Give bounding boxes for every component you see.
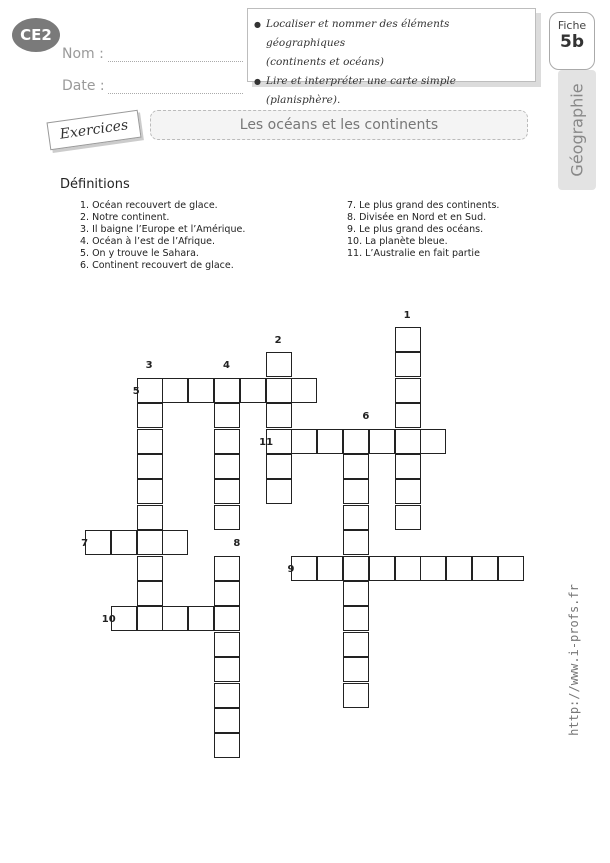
crossword-cell[interactable] bbox=[111, 530, 137, 555]
crossword-cell[interactable] bbox=[137, 556, 163, 581]
crossword-cell[interactable] bbox=[343, 530, 369, 555]
definition-item: 3. Il baigne l’Europe et l’Amérique. bbox=[80, 224, 246, 235]
fiche-label: Fiche bbox=[557, 19, 587, 32]
level-badge: CE2 bbox=[12, 18, 60, 52]
clue-number-10: 10 bbox=[101, 614, 116, 626]
crossword-cell[interactable] bbox=[137, 429, 163, 454]
crossword-cell[interactable] bbox=[343, 581, 369, 606]
date-label: Date : bbox=[62, 78, 105, 94]
page-title: Les océans et les continents bbox=[150, 110, 528, 140]
crossword-cell[interactable] bbox=[214, 708, 240, 733]
crossword-cell[interactable] bbox=[266, 403, 292, 428]
crossword-cell[interactable] bbox=[395, 505, 421, 530]
crossword-cell[interactable] bbox=[395, 352, 421, 377]
crossword-cell[interactable] bbox=[291, 556, 317, 581]
crossword-cell[interactable] bbox=[137, 581, 163, 606]
subject-label: Géographie bbox=[567, 83, 587, 177]
crossword-cell[interactable] bbox=[214, 403, 240, 428]
crossword-cell[interactable] bbox=[214, 581, 240, 606]
crossword-cell[interactable] bbox=[343, 479, 369, 504]
crossword-cell[interactable] bbox=[162, 606, 188, 631]
definition-item: 2. Notre continent. bbox=[80, 212, 170, 223]
crossword-cell[interactable] bbox=[446, 556, 472, 581]
objective-item: (continents et océans) bbox=[266, 56, 385, 68]
crossword-cell[interactable] bbox=[343, 657, 369, 682]
definition-item: 1. Océan recouvert de glace. bbox=[80, 200, 218, 211]
crossword-cell[interactable] bbox=[343, 556, 369, 581]
definition-item: 6. Continent recouvert de glace. bbox=[80, 260, 234, 271]
crossword-cell[interactable] bbox=[137, 378, 163, 403]
crossword-cell[interactable] bbox=[240, 378, 266, 403]
crossword-cell[interactable] bbox=[137, 454, 163, 479]
crossword-cell[interactable] bbox=[395, 479, 421, 504]
crossword-cell[interactable] bbox=[343, 454, 369, 479]
crossword-cell[interactable] bbox=[420, 429, 446, 454]
crossword-cell[interactable] bbox=[137, 606, 163, 631]
crossword-cell[interactable] bbox=[291, 378, 317, 403]
crossword-cell[interactable] bbox=[266, 454, 292, 479]
crossword-cell[interactable] bbox=[137, 479, 163, 504]
clue-number-7: 7 bbox=[81, 538, 89, 550]
definition-item: 8. Divisée en Nord et en Sud. bbox=[347, 212, 487, 223]
objective-item: ● Lire et interpréter une carte simple (planisphère). bbox=[266, 72, 527, 110]
crossword-cell[interactable] bbox=[214, 657, 240, 682]
crossword-cell[interactable] bbox=[291, 429, 317, 454]
definitions-heading: Définitions bbox=[60, 177, 130, 192]
crossword-cell[interactable] bbox=[214, 606, 240, 631]
crossword-cell[interactable] bbox=[395, 327, 421, 352]
crossword-cell[interactable] bbox=[395, 403, 421, 428]
crossword-cell[interactable] bbox=[214, 479, 240, 504]
crossword-cell[interactable] bbox=[343, 429, 369, 454]
crossword-cell[interactable] bbox=[85, 530, 111, 555]
crossword-cell[interactable] bbox=[343, 632, 369, 657]
clue-number-9: 9 bbox=[287, 563, 295, 575]
crossword-cell[interactable] bbox=[214, 378, 240, 403]
crossword-cell[interactable] bbox=[395, 556, 421, 581]
crossword-cell[interactable] bbox=[266, 352, 292, 377]
name-label: Nom : bbox=[62, 46, 104, 62]
crossword-cell[interactable] bbox=[395, 454, 421, 479]
crossword-cell[interactable] bbox=[395, 429, 421, 454]
crossword-cell[interactable] bbox=[498, 556, 524, 581]
crossword-cell[interactable] bbox=[137, 530, 163, 555]
crossword-cell[interactable] bbox=[214, 632, 240, 657]
crossword-cell[interactable] bbox=[188, 606, 214, 631]
clue-number-5: 5 bbox=[132, 385, 140, 397]
footer-url: http://www.i-profs.fr bbox=[567, 584, 581, 736]
crossword-cell[interactable] bbox=[369, 429, 395, 454]
crossword-cell[interactable] bbox=[343, 606, 369, 631]
definition-item: 9. Le plus grand des océans. bbox=[347, 224, 484, 235]
crossword-cell[interactable] bbox=[214, 683, 240, 708]
crossword-cell[interactable] bbox=[214, 733, 240, 758]
crossword-cell[interactable] bbox=[137, 403, 163, 428]
clue-number-11: 11 bbox=[259, 436, 274, 448]
exercises-badge: Exercices bbox=[46, 110, 141, 151]
crossword-cell[interactable] bbox=[343, 505, 369, 530]
crossword-cell[interactable] bbox=[162, 378, 188, 403]
crossword-cell[interactable] bbox=[317, 429, 343, 454]
crossword-cell[interactable] bbox=[214, 556, 240, 581]
clue-number-1: 1 bbox=[403, 309, 411, 321]
crossword-cell[interactable] bbox=[137, 505, 163, 530]
crossword-cell[interactable] bbox=[214, 454, 240, 479]
crossword-cell[interactable] bbox=[369, 556, 395, 581]
crossword-cell[interactable] bbox=[395, 378, 421, 403]
crossword-cell[interactable] bbox=[343, 683, 369, 708]
crossword-cell[interactable] bbox=[214, 505, 240, 530]
clue-number-8: 8 bbox=[233, 538, 241, 550]
clue-number-3: 3 bbox=[145, 360, 153, 372]
definition-item: 5. On y trouve le Sahara. bbox=[80, 248, 199, 259]
definition-item: 10. La planète bleue. bbox=[347, 236, 448, 247]
crossword-cell[interactable] bbox=[317, 556, 343, 581]
definition-item: 4. Océan à l’est de l’Afrique. bbox=[80, 236, 216, 247]
crossword-cell[interactable] bbox=[266, 479, 292, 504]
clue-number-4: 4 bbox=[223, 360, 230, 372]
clue-number-2: 2 bbox=[274, 335, 282, 346]
crossword-cell[interactable] bbox=[472, 556, 498, 581]
clue-number-6: 6 bbox=[362, 411, 370, 423]
definition-item: 11. L’Australie en fait partie bbox=[347, 248, 480, 259]
crossword-cell[interactable] bbox=[188, 378, 214, 403]
crossword-cell[interactable] bbox=[214, 429, 240, 454]
crossword-cell[interactable] bbox=[420, 556, 446, 581]
definition-item: 7. Le plus grand des continents. bbox=[347, 200, 500, 211]
crossword-cell[interactable] bbox=[266, 378, 292, 403]
crossword-cell[interactable] bbox=[162, 530, 188, 555]
objective-item: ● Localiser et nommer des éléments géographiques bbox=[266, 15, 527, 53]
fiche-number: 5b bbox=[560, 32, 584, 52]
